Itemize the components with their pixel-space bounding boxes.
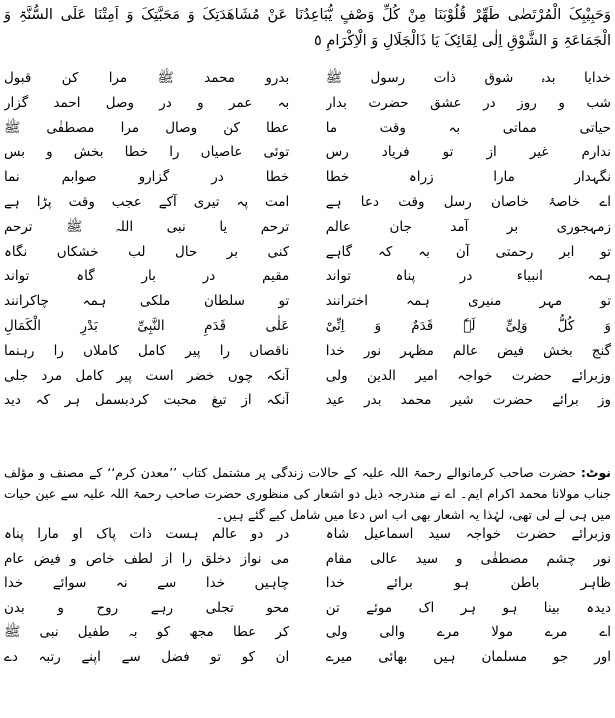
verse-hemistich-first: وَ کُلُّ وَلِیٍّ لَہٗ قَدَمٌ وَ اِنِّیْ bbox=[325, 317, 611, 334]
verse-hemistich-first: تو ابر رحمتی آن بہ کہ گاہے bbox=[325, 243, 611, 260]
verse-hemistich-first: ندارم غیر از تو فریاد رس bbox=[325, 144, 611, 161]
verse-hemistich-first: ظاہر باطن ہو برائے خدا bbox=[325, 575, 611, 591]
persian-verses-bottom bbox=[4, 522, 611, 669]
verse-hemistich-second: می نواز دخلق را از لطف خاص و فیض عام bbox=[4, 550, 290, 567]
verse-hemistich-first: اے مرے مولا مرے والی ولی bbox=[325, 624, 611, 640]
verse-hemistich-second: محو تجلی رہے روح و بدن bbox=[4, 599, 290, 616]
verse-hemistich-second: در دو عالم ہست ذات پاک او مارا پناہ bbox=[4, 526, 290, 542]
verse-row bbox=[4, 522, 611, 547]
verse-row bbox=[4, 571, 611, 596]
verse-row bbox=[4, 66, 611, 91]
verse-hemistich-first: وزبرائے حضرت خواجہ امیر الدین ولی bbox=[325, 367, 611, 384]
note-paragraph bbox=[4, 462, 611, 525]
verse-row bbox=[4, 190, 611, 215]
verse-hemistich-first: تو مہر منیری ہمہ اخترانند bbox=[325, 293, 611, 310]
verse-row bbox=[4, 91, 611, 116]
verse-row bbox=[4, 645, 611, 670]
verse-hemistich-second: مقیم در بار گاہ تواند bbox=[4, 268, 290, 285]
verse-hemistich-second: چاہیں خدا سے نہ سوائے خدا bbox=[4, 575, 290, 591]
verse-hemistich-first: نگہدار مارا زراہ خطا bbox=[325, 169, 611, 186]
verse-hemistich-second: ترحم یا نبی اللہ ﷺ ترحم bbox=[4, 218, 290, 235]
verse-hemistich-first: اور جو مسلمان ہیں بھائی میرے bbox=[325, 648, 611, 665]
verse-row bbox=[4, 165, 611, 190]
verse-hemistich-second: کنی بر حال لب خشکاں نگاہ bbox=[4, 243, 290, 260]
verse-hemistich-first: گنج بخش فیض عالم مظہر نور خدا bbox=[325, 342, 611, 359]
verse-row bbox=[4, 289, 611, 314]
verse-row bbox=[4, 314, 611, 339]
arabic-supplication: وَحَبِیْبِکَ الْمُرْتَضٰی طَھِّرْ قُلُوْبَنَا مِنْ کُلِّ وَصْفٍ یُّبَاعِدُنَا عَنْ مُشَاھَدَتِکَ وَ مَحَبَّتِکَ وَ اَمِتْنَا عَلَی السُّنَّۃِ وَ الْجَمَاعَۃِ وَ الشَّوْقِ اِلٰی لِقَائِکَ یَا ذَالْجَلَالِ وَ الْاِکْرَامِ ٥ bbox=[4, 7, 611, 49]
verse-hemistich-second: امت پہ تیری آکے عجب وقت پڑا ہے bbox=[4, 193, 290, 210]
verse-row bbox=[4, 240, 611, 265]
verse-hemistich-first: ہمہ انبیاء در پناہ تواند bbox=[325, 268, 611, 285]
verse-hemistich-second: خطا در گزارو صوابم نما bbox=[4, 169, 290, 186]
verse-hemistich-first: وزبرائے حضرت خواجہ سید اسماعیل شاہ bbox=[325, 526, 611, 542]
verse-hemistich-second: عطا کن وصال مرا مصطفٰی ﷺ bbox=[4, 119, 290, 136]
note-text: حضرت صاحب کرمانوالے رحمۃ اللہ علیہ کے حالات زندگی پر مشتمل کتاب ’’معدن کرم‘‘ کے مصنف و مؤلف جناب مولانا محمد اکرام ایم۔ اے نے مندرجہ ذیل دو اشعار کی منظوری حضرت صاحب رحمۃ اللہ علیہ سے عین حیات میں ہی لے لی تھی، لہٰذا یہ اشعار بھی اب اس دعا میں شامل کیے گئے ہیں۔ bbox=[4, 465, 611, 522]
persian-verses-top bbox=[4, 66, 611, 413]
verse-row bbox=[4, 339, 611, 364]
verse-hemistich-second: بدرو محمد ﷺ مرا کن قبول bbox=[4, 70, 290, 86]
verse-hemistich-second: بہ عمر و در وصل احمد گزار bbox=[4, 94, 290, 111]
verse-hemistich-second: آنکہ چوں خضر است پیر کامل مرد جلی bbox=[4, 367, 290, 384]
verse-hemistich-first: نور چشم مصطفٰی و سید عالی مقام bbox=[325, 550, 611, 567]
note-label: نوٹ: bbox=[580, 465, 611, 480]
verse-hemistich-first: حیاتی مماتی بہ وقت ما bbox=[325, 119, 611, 136]
verse-row bbox=[4, 388, 611, 413]
verse-hemistich-second: عَلٰی قَدَمِ النَّبِیِّ بَدْرِ الْکَمَالِ bbox=[4, 317, 290, 334]
verse-hemistich-first: خدایا بدہ شوق ذات رسول ﷺ bbox=[325, 70, 611, 86]
verse-row bbox=[4, 140, 611, 165]
verse-hemistich-first: وز برائے حضرت شیر محمد بدر عید bbox=[325, 392, 611, 409]
verse-row bbox=[4, 596, 611, 621]
verse-row bbox=[4, 547, 611, 572]
verse-row bbox=[4, 364, 611, 389]
verse-row bbox=[4, 116, 611, 141]
verse-hemistich-second: ان کو تو فضل سے اپنے رتبہ دے bbox=[4, 648, 290, 665]
verse-row bbox=[4, 215, 611, 240]
verse-hemistich-second: تو سلطان ملکی ہمہ چاکرانند bbox=[4, 293, 290, 310]
verse-hemistich-second: کر عطا مجھ کو بہ طفیل نبی ﷺ bbox=[4, 624, 290, 640]
verse-hemistich-first: زمہجوری بر آمد جان عالم bbox=[325, 218, 611, 235]
verse-hemistich-second: ناقصاں را پیر کامل کاملاں را رہنما bbox=[4, 342, 290, 359]
verse-hemistich-first: اے خاصۂ خاصان رسل وقت دعا ہے bbox=[325, 193, 611, 210]
verse-hemistich-first: شب و روز در عشق حضرت بدار bbox=[325, 94, 611, 111]
verse-hemistich-second: توئی عاصیاں را خطا بخش و بس bbox=[4, 144, 290, 161]
verse-hemistich-first: دیدہ بینا ہو ہر اک موئے تن bbox=[325, 599, 611, 616]
verse-hemistich-second: آنکہ از تیغ محبت کردبسمل ہر کہ دید bbox=[4, 392, 290, 409]
verse-row bbox=[4, 264, 611, 289]
verse-row bbox=[4, 620, 611, 645]
